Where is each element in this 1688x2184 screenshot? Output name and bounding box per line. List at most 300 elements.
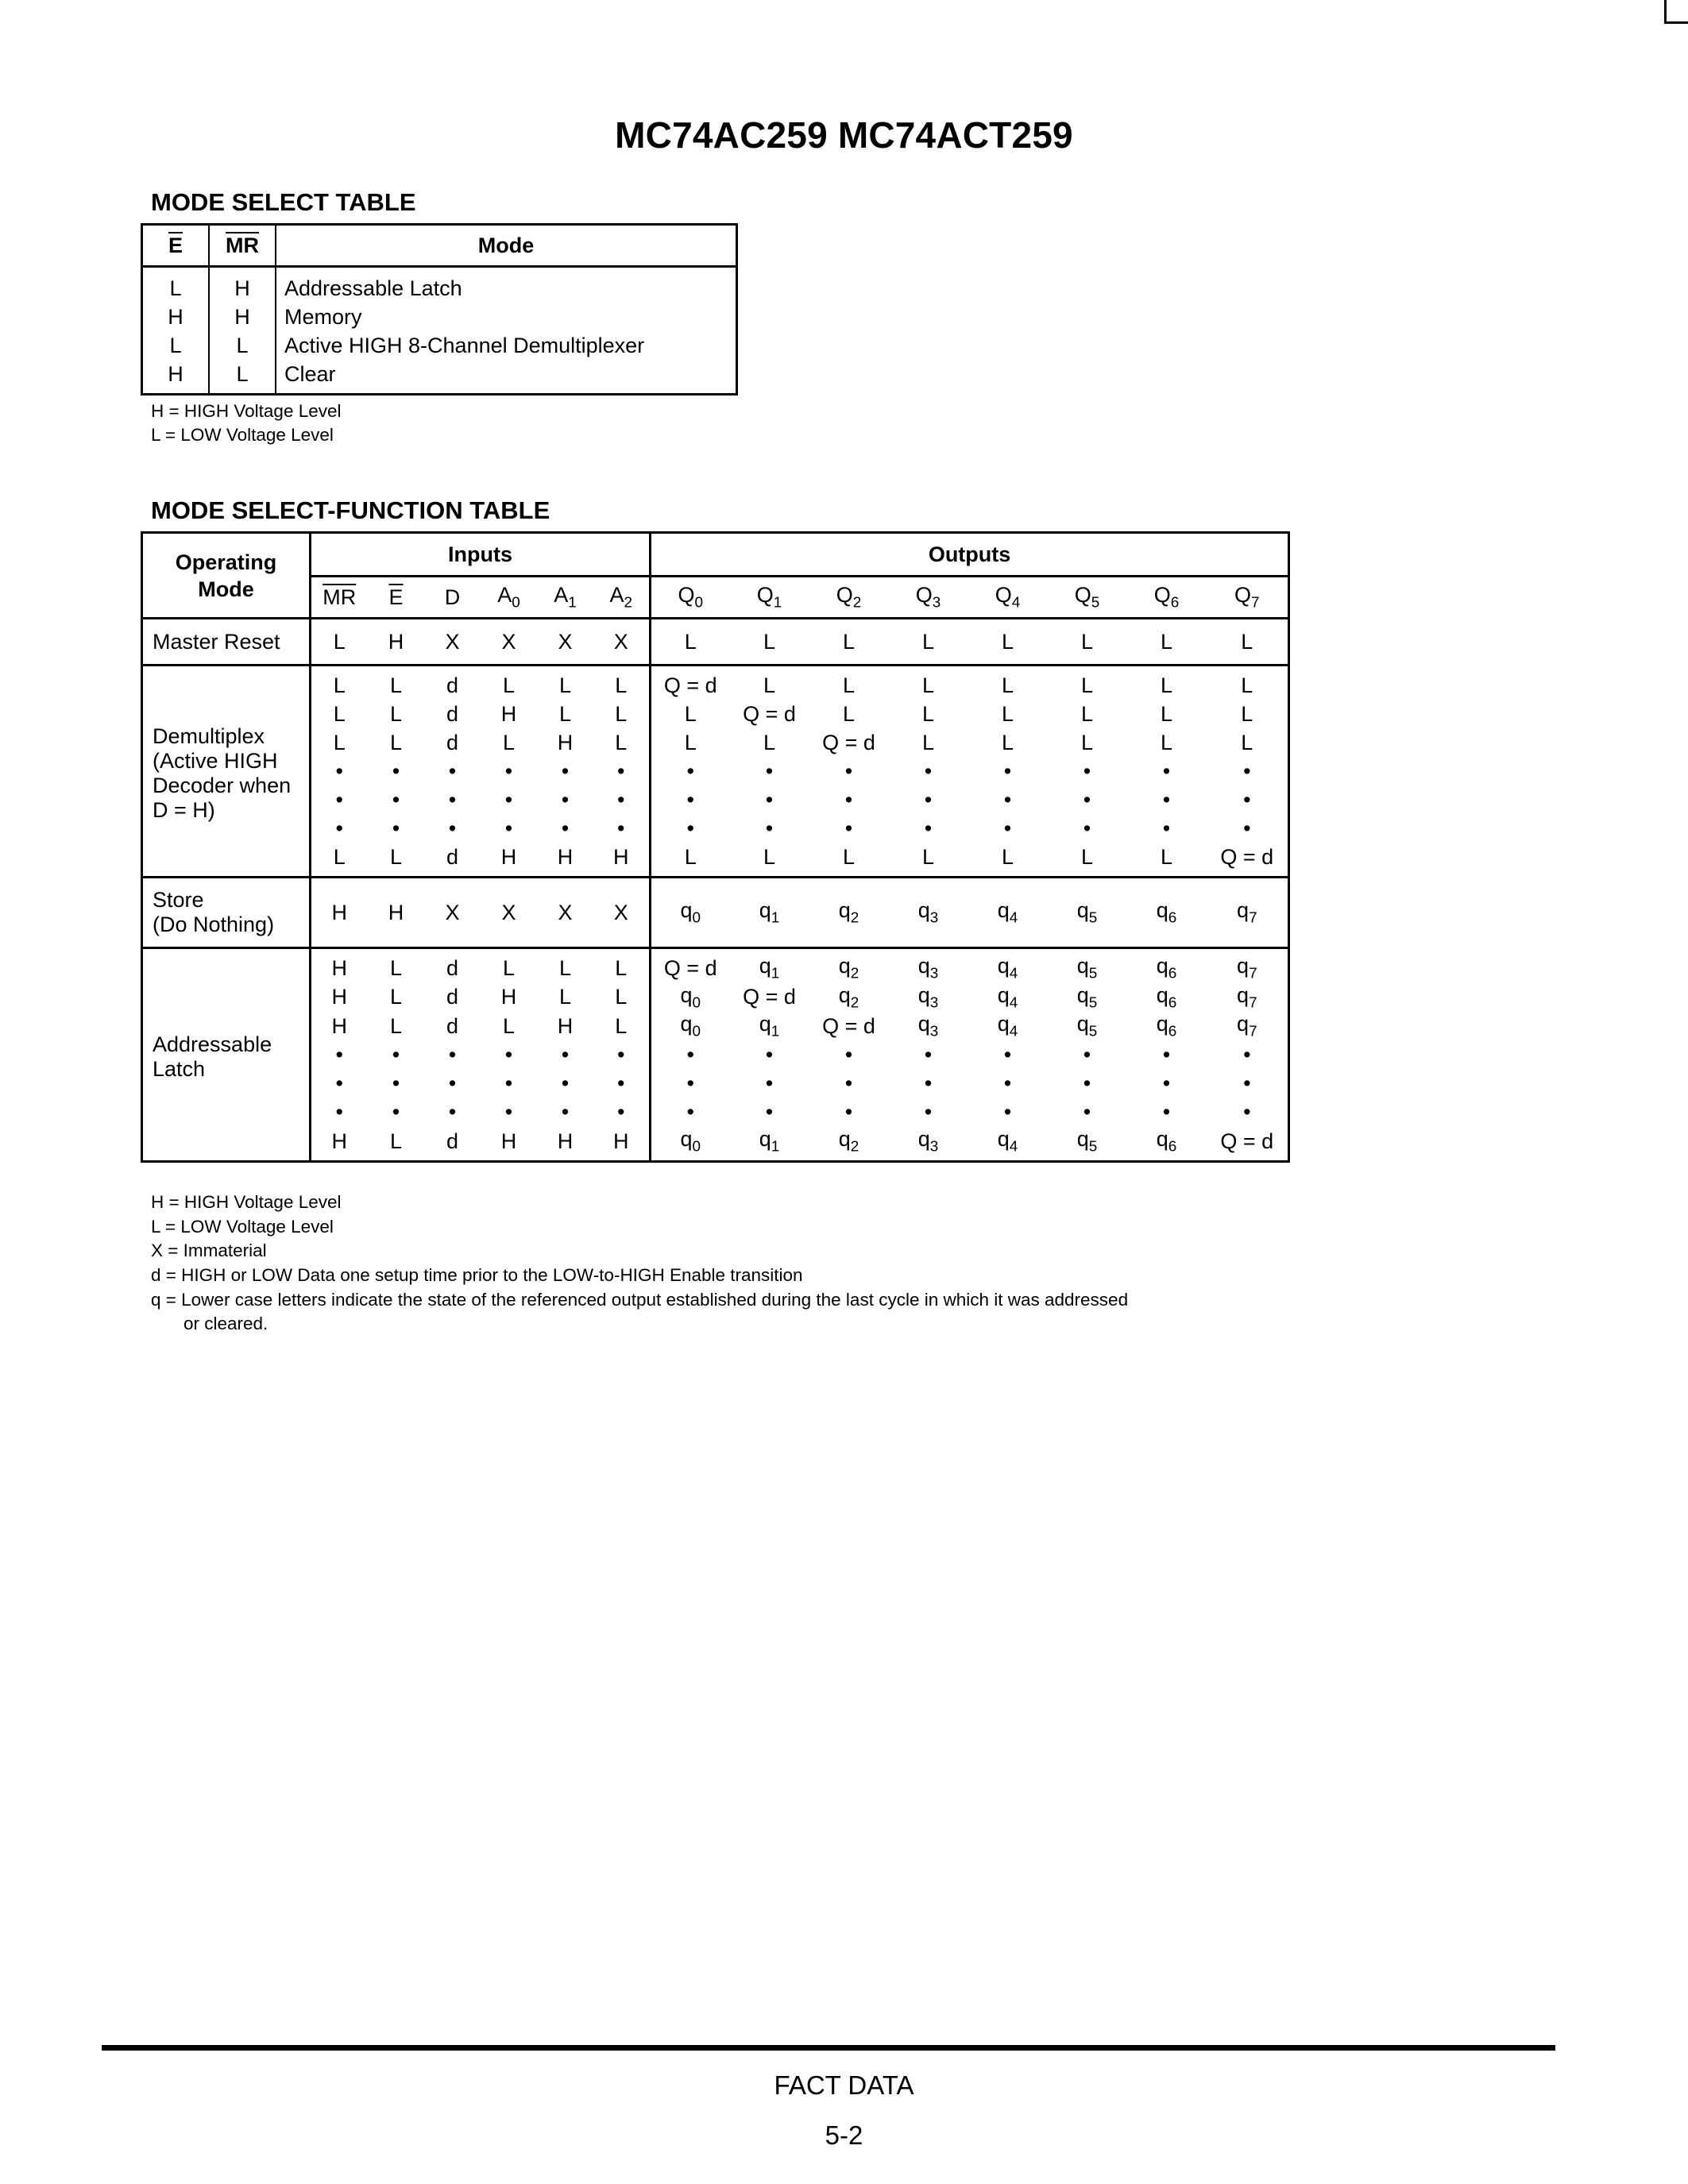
- cell-text: $q_0$: [680, 982, 701, 1012]
- input-cell: •: [392, 1100, 400, 1125]
- output-cell: •: [765, 1100, 774, 1125]
- output-cell: L: [1207, 619, 1289, 666]
- input-cell: d: [446, 701, 459, 726]
- cell: H: [142, 360, 210, 395]
- output-cell: •: [1003, 758, 1012, 783]
- crop-mark: [1664, 0, 1688, 24]
- output-cell: •: [1162, 787, 1171, 812]
- input-cell: •: [561, 816, 570, 840]
- cell-text: $q_4$: [997, 954, 1018, 982]
- cell-text: $q_4$: [997, 1012, 1018, 1040]
- cell: L: [209, 331, 276, 360]
- input-cell: H: [311, 983, 368, 1013]
- output-cell: L: [1001, 730, 1014, 754]
- mode-label: Store (Do Nothing): [142, 878, 311, 948]
- output-cell: L: [1048, 666, 1127, 700]
- input-cell: X: [593, 878, 651, 948]
- input-cell: •: [392, 758, 400, 783]
- cell: H: [142, 303, 210, 331]
- output-cell: •: [765, 1071, 774, 1096]
- function-table-title: MODE SELECT-FUNCTION TABLE: [151, 496, 550, 524]
- input-cell: •: [448, 1071, 457, 1096]
- function-table: [141, 531, 1290, 1163]
- output-cell: Q = d: [822, 1014, 875, 1039]
- cell-text: $q_0$: [680, 897, 701, 927]
- input-cell: •: [617, 1071, 625, 1096]
- input-cell: •: [504, 758, 513, 783]
- input-cell: H: [557, 844, 574, 869]
- output-cell: [1127, 1127, 1207, 1162]
- input-cell: •: [311, 814, 368, 843]
- mode-select-note: H = HIGH Voltage Level: [151, 401, 342, 421]
- output-cell: L: [1207, 666, 1289, 700]
- page-title: MC74AC259 MC74ACT259: [615, 114, 1073, 156]
- cell-text: $q_3$: [917, 1012, 939, 1040]
- input-cell: •: [561, 1071, 570, 1096]
- input-cell: •: [448, 758, 457, 783]
- cell-text: $q_6$: [1156, 1012, 1177, 1040]
- cell-text: $q_7$: [1237, 897, 1257, 927]
- input-cell: H: [311, 1127, 368, 1162]
- input-column-header: D: [425, 577, 481, 619]
- output-cell: L: [1048, 619, 1127, 666]
- input-cell: L: [481, 666, 538, 700]
- output-cell: L: [730, 619, 809, 666]
- input-cell: •: [448, 1100, 457, 1125]
- output-cell: •: [844, 1071, 853, 1096]
- output-cell: [1048, 983, 1127, 1013]
- input-cell: L: [558, 701, 572, 726]
- input-column-header: $\overline{E}$: [368, 577, 425, 619]
- output-cell: •: [651, 814, 730, 843]
- input-cell: H: [311, 948, 368, 983]
- cell-text: $q_3$: [917, 1126, 939, 1156]
- input-cell: •: [311, 785, 368, 814]
- output-cell: L: [763, 730, 776, 754]
- input-cell: •: [617, 787, 625, 812]
- output-cell: Q = d: [743, 985, 796, 1009]
- table-row: [142, 1127, 1289, 1162]
- output-cell: [651, 1127, 730, 1162]
- input-cell: X: [425, 619, 481, 666]
- input-cell: H: [613, 1129, 629, 1153]
- output-cell: •: [844, 1043, 853, 1067]
- cell: Clear: [284, 362, 336, 386]
- header-mr: $\overline{MR}$: [209, 225, 276, 267]
- table-row: [142, 267, 737, 303]
- output-cell: [889, 948, 968, 983]
- output-cell: [1127, 948, 1207, 983]
- output-cell: L: [889, 619, 968, 666]
- input-cell: d: [446, 730, 459, 754]
- output-cell: L: [651, 843, 730, 878]
- cell-text: $q_4$: [997, 1126, 1018, 1156]
- output-cell: [730, 878, 809, 948]
- footer-rule: [102, 2045, 1555, 2051]
- table-row: [142, 948, 1289, 983]
- input-cell: L: [311, 728, 368, 757]
- function-table-note: L = LOW Voltage Level: [151, 1217, 334, 1237]
- input-cell: H: [500, 701, 517, 726]
- input-cell: X: [538, 619, 593, 666]
- mode-select-table: [141, 223, 738, 396]
- output-cell: L: [1127, 666, 1207, 700]
- output-cell: •: [1083, 1071, 1091, 1096]
- outputs-header: Outputs: [651, 533, 1289, 577]
- output-cell: [1207, 948, 1289, 983]
- output-cell: [968, 983, 1048, 1013]
- input-cell: L: [481, 948, 538, 983]
- input-cell: L: [538, 666, 593, 700]
- input-cell: H: [557, 1129, 574, 1153]
- output-cell: L: [1160, 844, 1173, 869]
- output-cell: L: [968, 619, 1048, 666]
- output-cell: [1207, 878, 1289, 948]
- header-mode: Mode: [276, 225, 737, 267]
- output-column-header: $Q_7$: [1207, 577, 1289, 619]
- input-cell: L: [368, 948, 425, 983]
- input-cell: L: [311, 666, 368, 700]
- mode-label: Demultiplex (Active HIGH Decoder when D = H): [142, 666, 311, 878]
- cell-text: $q_0$: [680, 1012, 701, 1040]
- cell: Addressable Latch: [284, 276, 462, 300]
- output-cell: •: [1162, 758, 1171, 783]
- output-cell: [889, 1127, 968, 1162]
- table-row: [142, 700, 1289, 728]
- output-cell: L: [651, 619, 730, 666]
- output-cell: L: [921, 701, 935, 726]
- table-row: [142, 360, 737, 395]
- output-cell: •: [924, 816, 933, 840]
- output-column-header: $Q_1$: [730, 577, 809, 619]
- input-cell: X: [481, 878, 538, 948]
- input-cell: •: [504, 1043, 513, 1067]
- input-cell: X: [593, 619, 651, 666]
- input-cell: H: [368, 619, 425, 666]
- cell-text: $q_5$: [1076, 1012, 1098, 1040]
- table-row: [142, 1098, 1289, 1127]
- cell-text: $q_5$: [1076, 982, 1098, 1012]
- output-cell: L: [842, 844, 856, 869]
- input-cell: •: [448, 1043, 457, 1067]
- input-cell: •: [392, 1043, 400, 1067]
- input-cell: •: [504, 816, 513, 840]
- input-cell: L: [593, 666, 651, 700]
- cell-text: $q_6$: [1156, 954, 1177, 982]
- output-cell: L: [809, 666, 889, 700]
- output-cell: L: [730, 666, 809, 700]
- output-cell: •: [765, 1043, 774, 1067]
- input-cell: •: [504, 1100, 513, 1125]
- output-cell: •: [1243, 787, 1251, 812]
- output-cell: •: [1083, 1043, 1091, 1067]
- cell: H: [209, 267, 276, 303]
- input-cell: L: [389, 985, 403, 1009]
- input-cell: •: [311, 1098, 368, 1127]
- output-cell: Q = d: [651, 666, 730, 700]
- output-cell: Q = d: [1220, 844, 1274, 869]
- output-cell: L: [1080, 701, 1094, 726]
- input-cell: d: [446, 1129, 459, 1153]
- cell: L: [142, 331, 210, 360]
- output-cell: Q = d: [822, 730, 875, 754]
- input-cell: •: [561, 1043, 570, 1067]
- input-cell: •: [504, 787, 513, 812]
- cell-text: $q_1$: [759, 954, 780, 982]
- output-cell: •: [1003, 787, 1012, 812]
- output-cell: •: [924, 787, 933, 812]
- output-cell: •: [1243, 816, 1251, 840]
- output-cell: L: [1127, 619, 1207, 666]
- output-cell: [1207, 1012, 1289, 1041]
- output-cell: [1127, 983, 1207, 1013]
- output-cell: •: [651, 785, 730, 814]
- cell: H: [209, 303, 276, 331]
- output-cell: [809, 1127, 889, 1162]
- output-cell: [809, 878, 889, 948]
- output-cell: L: [1001, 701, 1014, 726]
- cell: Active HIGH 8-Channel Demultiplexer: [284, 334, 645, 357]
- table-row: [142, 757, 1289, 785]
- page-number: 5-2: [825, 2120, 863, 2150]
- output-cell: •: [844, 787, 853, 812]
- input-cell: X: [425, 878, 481, 948]
- output-cell: [730, 1127, 809, 1162]
- subheader-row: [142, 577, 1289, 619]
- input-cell: H: [557, 730, 574, 754]
- input-cell: L: [389, 701, 403, 726]
- input-cell: H: [500, 1129, 517, 1153]
- input-cell: •: [392, 816, 400, 840]
- input-cell: •: [617, 816, 625, 840]
- input-cell: •: [561, 758, 570, 783]
- cell-text: $q_2$: [838, 1126, 859, 1156]
- output-cell: •: [924, 1043, 933, 1067]
- table-row: [142, 303, 737, 331]
- input-column-header: $\overline{MR}$: [311, 577, 368, 619]
- output-cell: [1048, 878, 1127, 948]
- output-cell: [1048, 1127, 1127, 1162]
- output-column-header: $Q_6$: [1127, 577, 1207, 619]
- output-cell: L: [763, 844, 776, 869]
- input-cell: L: [593, 948, 651, 983]
- table-row: [142, 843, 1289, 878]
- output-cell: L: [889, 666, 968, 700]
- output-column-header: $Q_0$: [651, 577, 730, 619]
- cell: L: [209, 360, 276, 395]
- function-table-note: X = Immaterial: [151, 1241, 267, 1260]
- output-cell: [1048, 948, 1127, 983]
- cell-text: $q_6$: [1156, 1126, 1177, 1156]
- output-cell: [968, 1127, 1048, 1162]
- input-cell: L: [615, 701, 628, 726]
- input-cell: d: [425, 666, 481, 700]
- input-cell: •: [448, 787, 457, 812]
- input-cell: L: [615, 985, 628, 1009]
- input-cell: L: [502, 730, 516, 754]
- input-cell: H: [311, 878, 368, 948]
- cell-text: $q_1$: [759, 897, 780, 927]
- input-cell: L: [389, 730, 403, 754]
- cell-text: $q_1$: [759, 1126, 780, 1156]
- output-cell: [889, 878, 968, 948]
- output-cell: •: [1243, 1071, 1251, 1096]
- output-cell: Q = d: [743, 701, 796, 726]
- output-cell: L: [809, 619, 889, 666]
- input-cell: L: [368, 666, 425, 700]
- output-cell: •: [1162, 1100, 1171, 1125]
- input-cell: •: [392, 1071, 400, 1096]
- output-cell: •: [1162, 1071, 1171, 1096]
- output-cell: L: [921, 730, 935, 754]
- input-cell: L: [389, 844, 403, 869]
- output-column-header: $Q_5$: [1048, 577, 1127, 619]
- input-column-header: $A_2$: [593, 577, 651, 619]
- table-row: [142, 785, 1289, 814]
- table-row: [142, 728, 1289, 757]
- cell-text: $q_3$: [917, 897, 939, 927]
- output-cell: •: [1003, 1043, 1012, 1067]
- cell: L: [142, 267, 210, 303]
- function-table-note: q = Lower case letters indicate the state of the referenced output established during the last cycle in which it was addressed: [151, 1290, 1129, 1310]
- output-cell: •: [1083, 816, 1091, 840]
- operating-mode-header: Operating Mode: [142, 533, 311, 619]
- output-cell: •: [924, 1071, 933, 1096]
- output-cell: [1207, 983, 1289, 1013]
- output-cell: [730, 1012, 809, 1041]
- output-cell: L: [1160, 701, 1173, 726]
- input-column-header: $A_1$: [538, 577, 593, 619]
- output-cell: •: [1162, 816, 1171, 840]
- table-row: [142, 666, 1289, 700]
- output-cell: •: [924, 758, 933, 783]
- output-cell: •: [651, 1041, 730, 1070]
- output-cell: •: [651, 1070, 730, 1098]
- input-cell: X: [481, 619, 538, 666]
- input-cell: L: [538, 948, 593, 983]
- output-cell: •: [765, 758, 774, 783]
- mode-label: Master Reset: [142, 619, 311, 666]
- input-cell: L: [615, 730, 628, 754]
- table-row: [142, 331, 737, 360]
- input-cell: d: [446, 844, 459, 869]
- cell-text: $q_1$: [759, 1012, 780, 1040]
- output-cell: •: [651, 1098, 730, 1127]
- table-row: [142, 1070, 1289, 1098]
- input-cell: L: [311, 843, 368, 878]
- input-cell: •: [617, 1043, 625, 1067]
- cell-text: $q_6$: [1156, 897, 1177, 927]
- output-cell: [889, 1012, 968, 1041]
- cell-text: $q_5$: [1076, 897, 1098, 927]
- input-cell: •: [617, 758, 625, 783]
- input-cell: H: [613, 844, 629, 869]
- output-cell: [1048, 1012, 1127, 1041]
- output-cell: •: [844, 1100, 853, 1125]
- output-cell: L: [1080, 844, 1094, 869]
- output-cell: L: [968, 666, 1048, 700]
- mode-select-title: MODE SELECT TABLE: [151, 188, 416, 216]
- cell-text: $q_6$: [1156, 982, 1177, 1012]
- input-cell: •: [311, 757, 368, 785]
- output-column-header: $Q_2$: [809, 577, 889, 619]
- output-cell: •: [1243, 1043, 1251, 1067]
- output-cell: •: [1003, 1100, 1012, 1125]
- input-cell: L: [389, 1129, 403, 1153]
- mode-select-note: L = LOW Voltage Level: [151, 425, 334, 445]
- input-cell: d: [446, 985, 459, 1009]
- header-e: $\overline{E}$: [142, 225, 210, 267]
- input-cell: •: [617, 1100, 625, 1125]
- cell-text: $q_5$: [1076, 954, 1098, 982]
- output-cell: L: [1241, 730, 1253, 754]
- output-cell: L: [651, 728, 730, 757]
- output-cell: •: [1003, 1071, 1012, 1096]
- cell-text: $q_5$: [1076, 1126, 1098, 1156]
- output-cell: L: [1001, 844, 1014, 869]
- output-cell: [968, 948, 1048, 983]
- input-cell: H: [311, 1012, 368, 1041]
- output-cell: •: [1162, 1043, 1171, 1067]
- input-cell: •: [504, 1071, 513, 1096]
- output-cell: [809, 983, 889, 1013]
- input-cell: d: [446, 1014, 459, 1039]
- output-cell: Q = d: [651, 948, 730, 983]
- input-cell: •: [448, 816, 457, 840]
- output-cell: [809, 948, 889, 983]
- footer-label: FACT DATA: [774, 2070, 914, 2100]
- output-cell: •: [844, 758, 853, 783]
- input-cell: H: [557, 1014, 574, 1039]
- output-column-header: $Q_3$: [889, 577, 968, 619]
- input-cell: d: [425, 948, 481, 983]
- function-table-note: H = HIGH Voltage Level: [151, 1192, 342, 1212]
- input-cell: L: [558, 985, 572, 1009]
- table-row: [142, 878, 1289, 948]
- header-row: [142, 533, 1289, 577]
- function-table-note: or cleared.: [183, 1314, 268, 1333]
- output-cell: L: [1241, 701, 1253, 726]
- cell-text: $q_2$: [838, 954, 859, 982]
- output-cell: [651, 983, 730, 1013]
- cell-text: $q_7$: [1237, 954, 1257, 982]
- output-cell: L: [842, 701, 856, 726]
- input-cell: L: [311, 700, 368, 728]
- table-row: [142, 619, 1289, 666]
- input-cell: L: [615, 1014, 628, 1039]
- cell-text: $q_2$: [838, 982, 859, 1012]
- table-row: [142, 1012, 1289, 1041]
- output-cell: [651, 878, 730, 948]
- output-cell: •: [651, 757, 730, 785]
- output-cell: [651, 1012, 730, 1041]
- output-cell: L: [921, 844, 935, 869]
- input-cell: H: [368, 878, 425, 948]
- input-cell: •: [392, 787, 400, 812]
- cell-text: $q_4$: [997, 982, 1018, 1012]
- table-row: [142, 1041, 1289, 1070]
- output-cell: •: [765, 816, 774, 840]
- output-cell: [1127, 1012, 1207, 1041]
- output-cell: L: [651, 700, 730, 728]
- cell-text: $q_3$: [917, 954, 939, 982]
- input-cell: •: [561, 1100, 570, 1125]
- output-cell: •: [1083, 758, 1091, 783]
- output-cell: •: [765, 787, 774, 812]
- output-cell: •: [1083, 1100, 1091, 1125]
- input-cell: •: [561, 787, 570, 812]
- table-row: [142, 983, 1289, 1013]
